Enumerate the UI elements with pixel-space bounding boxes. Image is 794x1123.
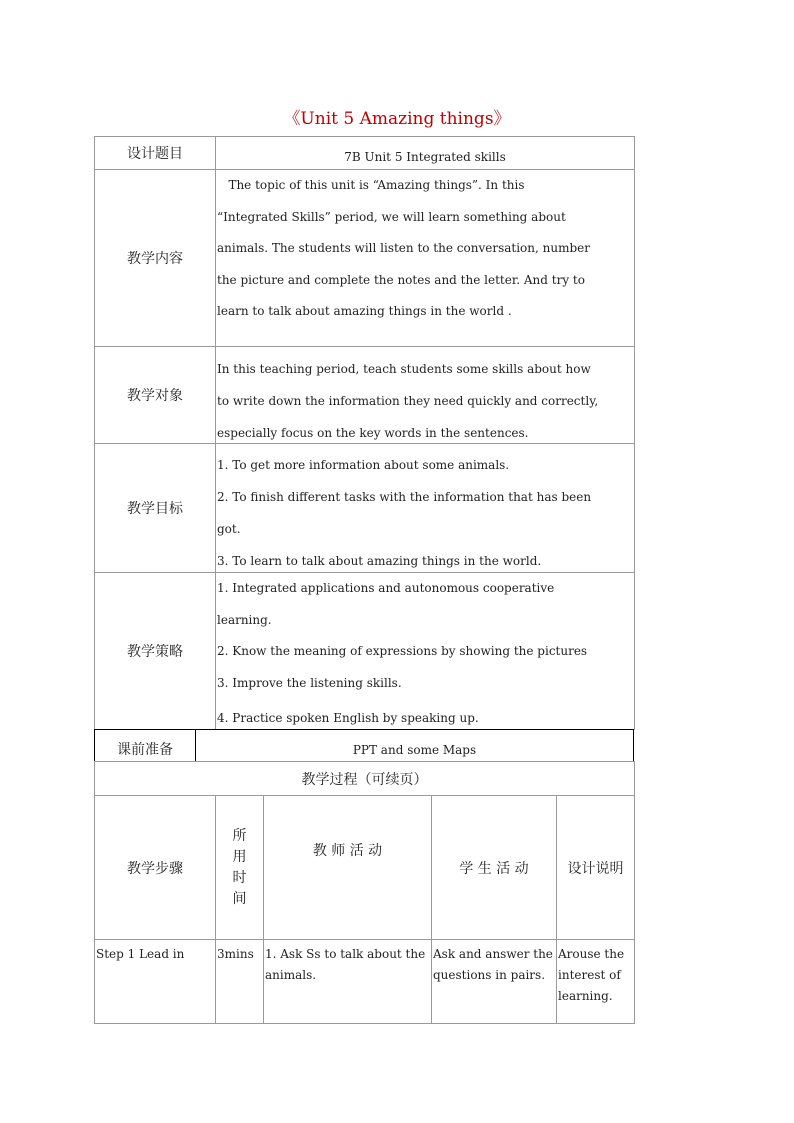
strategy-text	[215, 572, 635, 730]
strategy-line: 3. Improve the listening skills.	[217, 675, 402, 690]
content-label: 教学内容	[94, 169, 216, 347]
goals-label: 教学目标	[94, 443, 216, 573]
header-teacher: 教 师 活 动	[263, 795, 432, 940]
content-line: the picture and complete the notes and the letter. And try to	[217, 272, 585, 287]
content-line: “Integrated Skills” period, we will learn something about	[217, 209, 566, 224]
prep-label: 课前准备	[94, 729, 196, 762]
strategy-line: learning.	[217, 612, 272, 627]
step-note: Arouse the interest of learning.	[556, 939, 635, 1024]
step-name: Step 1 Lead in	[94, 939, 216, 1024]
audience-text	[215, 346, 635, 444]
strategy-line: 4. Practice spoken English by speaking up.	[217, 711, 479, 725]
header-time-char: 所	[232, 827, 247, 844]
header-time-char: 间	[232, 890, 247, 907]
step-time: 3mins	[215, 939, 264, 1024]
content-line: The topic of this unit is “Amazing things”. In this	[217, 178, 525, 192]
audience-line: In this teaching period, teach students some skills about how	[217, 362, 591, 376]
prep-value: PPT and some Maps	[195, 729, 634, 762]
goals-text	[215, 443, 635, 573]
strategy-line: 1. Integrated applications and autonomous cooperative	[217, 581, 555, 595]
topic-value: 7B Unit 5 Integrated skills	[215, 136, 635, 170]
strategy-line: 2. Know the meaning of expressions by showing the pictures	[217, 644, 588, 658]
document-title: 《Unit 5 Amazing things》	[283, 109, 511, 129]
content-text	[215, 169, 635, 347]
header-time-char: 用	[232, 848, 247, 865]
step-student-activity: Ask and answer the questions in pairs.	[431, 939, 557, 1024]
goals-line: got.	[217, 522, 241, 536]
header-student: 学 生 活 动	[431, 795, 557, 940]
step-teacher-activity: 1. Ask Ss to talk about the animals.	[263, 939, 432, 1024]
process-heading: 教学过程（可续页）	[94, 761, 635, 796]
audience-line: to write down the information they need quickly and correctly,	[217, 394, 599, 408]
strategy-label: 教学策略	[94, 572, 216, 730]
header-time	[215, 795, 264, 940]
goals-line: 2. To finish different tasks with the information that has been	[217, 490, 592, 504]
header-note: 设计说明	[556, 795, 635, 940]
header-step: 教学步骤	[94, 795, 216, 940]
header-time-char: 时	[232, 869, 247, 886]
goals-line: 3. To learn to talk about amazing things in the world.	[217, 554, 542, 568]
audience-line: especially focus on the key words in the sentences.	[217, 426, 529, 440]
audience-label: 教学对象	[94, 346, 216, 444]
content-line: animals. The students will listen to the conversation, number	[217, 241, 590, 255]
content-line: learn to talk about amazing things in the world .	[217, 304, 512, 318]
topic-label: 设计题目	[94, 136, 216, 170]
goals-line: 1. To get more information about some animals.	[217, 458, 510, 472]
